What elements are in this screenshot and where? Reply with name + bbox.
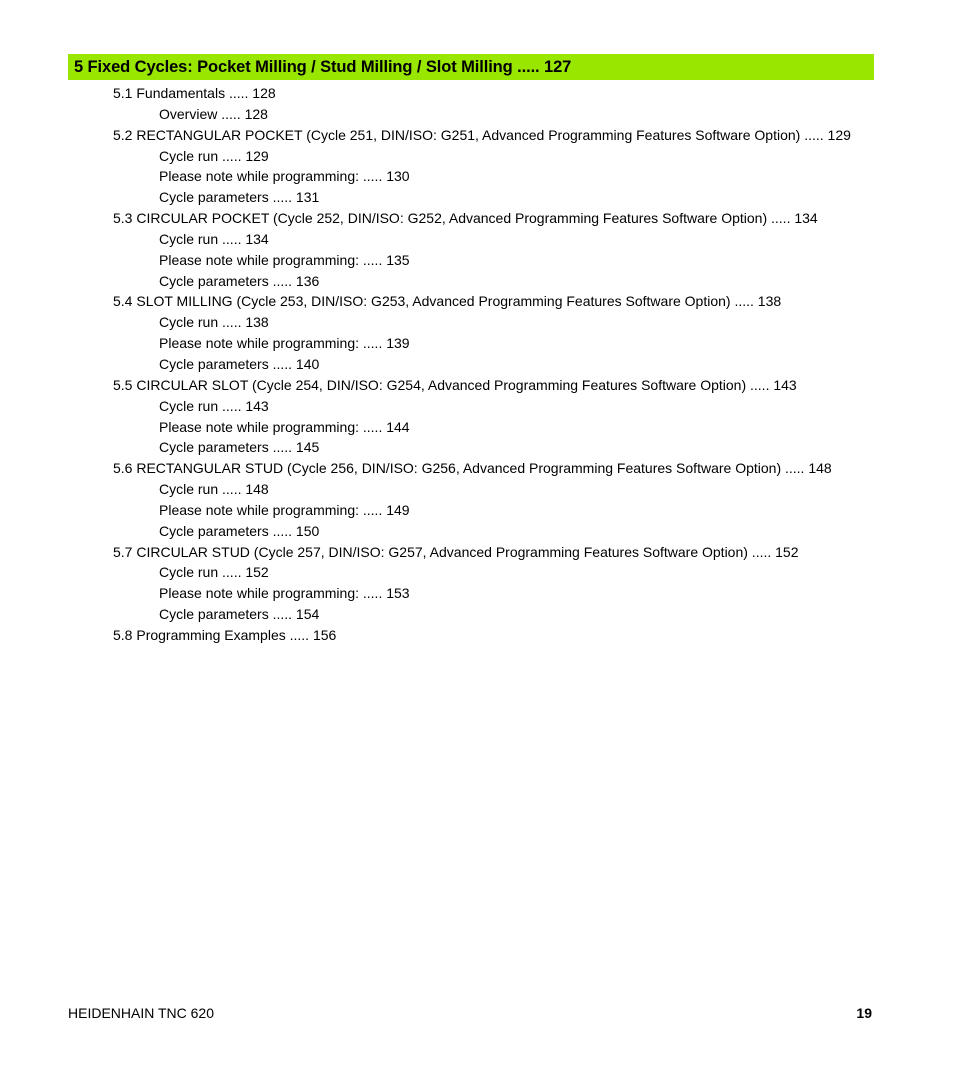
toc-subsection-entry[interactable]: Cycle parameters ..... 150 (159, 522, 320, 539)
toc-section-entry[interactable]: 5.2 RECTANGULAR POCKET (Cycle 251, DIN/ISO: G251, Advanced Programming Features Software Option) ..... 129 (113, 126, 851, 143)
toc-section-entry[interactable]: 5.4 SLOT MILLING (Cycle 253, DIN/ISO: G253, Advanced Programming Features Software Option) ..... 138 (113, 293, 782, 310)
toc-subsection-entry[interactable]: Cycle parameters ..... 136 (159, 272, 320, 289)
toc-subsection-entry[interactable]: Cycle run ..... 129 (159, 147, 269, 164)
table-of-contents (0, 83, 954, 646)
toc-section-entry[interactable]: 5.3 CIRCULAR POCKET (Cycle 252, DIN/ISO: G252, Advanced Programming Features Software Option) ..... 134 (113, 210, 818, 227)
toc-section-entry[interactable]: 5.1 Fundamentals ..... 128 (113, 85, 276, 101)
toc-subsection-entry[interactable]: Cycle run ..... 148 (159, 481, 269, 498)
footer-page-number: 19 (856, 1005, 872, 1021)
toc-subsection-entry[interactable]: Cycle parameters ..... 154 (159, 606, 320, 623)
toc-section-entry[interactable]: 5.7 CIRCULAR STUD (Cycle 257, DIN/ISO: G257, Advanced Programming Features Software Option) ..... 152 (113, 543, 799, 560)
chapter-title[interactable]: 5 Fixed Cycles: Pocket Milling / Stud Milling / Slot Milling ..... 127 (74, 57, 572, 76)
toc-section-entry[interactable]: 5.6 RECTANGULAR STUD (Cycle 256, DIN/ISO: G256, Advanced Programming Features Software Option) ..... 148 (113, 460, 832, 477)
toc-subsection-entry[interactable]: Please note while programming: ..... 144 (159, 418, 410, 435)
toc-subsection-entry[interactable]: Please note while programming: ..... 139 (159, 335, 410, 352)
toc-subsection-entry[interactable]: Cycle run ..... 134 (159, 230, 269, 247)
toc-section-entry[interactable]: 5.5 CIRCULAR SLOT (Cycle 254, DIN/ISO: G254, Advanced Programming Features Software Option) ..... 143 (113, 376, 797, 393)
chapter-heading-bar (68, 54, 874, 80)
toc-subsection-entry[interactable]: Cycle run ..... 152 (159, 564, 269, 581)
toc-subsection-entry[interactable]: Please note while programming: ..... 135 (159, 251, 410, 268)
toc-section-entry[interactable]: 5.8 Programming Examples ..... 156 (113, 626, 337, 643)
toc-subsection-entry[interactable]: Cycle parameters ..... 131 (159, 189, 320, 206)
toc-subsection-entry[interactable]: Overview ..... 128 (159, 105, 268, 122)
toc-subsection-entry[interactable]: Please note while programming: ..... 153 (159, 585, 410, 602)
toc-subsection-entry[interactable]: Cycle parameters ..... 140 (159, 355, 320, 372)
toc-subsection-entry[interactable]: Cycle run ..... 143 (159, 397, 269, 414)
toc-subsection-entry[interactable]: Please note while programming: ..... 130 (159, 168, 410, 185)
toc-subsection-entry[interactable]: Cycle parameters ..... 145 (159, 439, 320, 456)
toc-subsection-entry[interactable]: Cycle run ..... 138 (159, 314, 269, 331)
toc-subsection-entry[interactable]: Please note while programming: ..... 149 (159, 501, 410, 518)
footer-product-name: HEIDENHAIN TNC 620 (68, 1005, 215, 1021)
